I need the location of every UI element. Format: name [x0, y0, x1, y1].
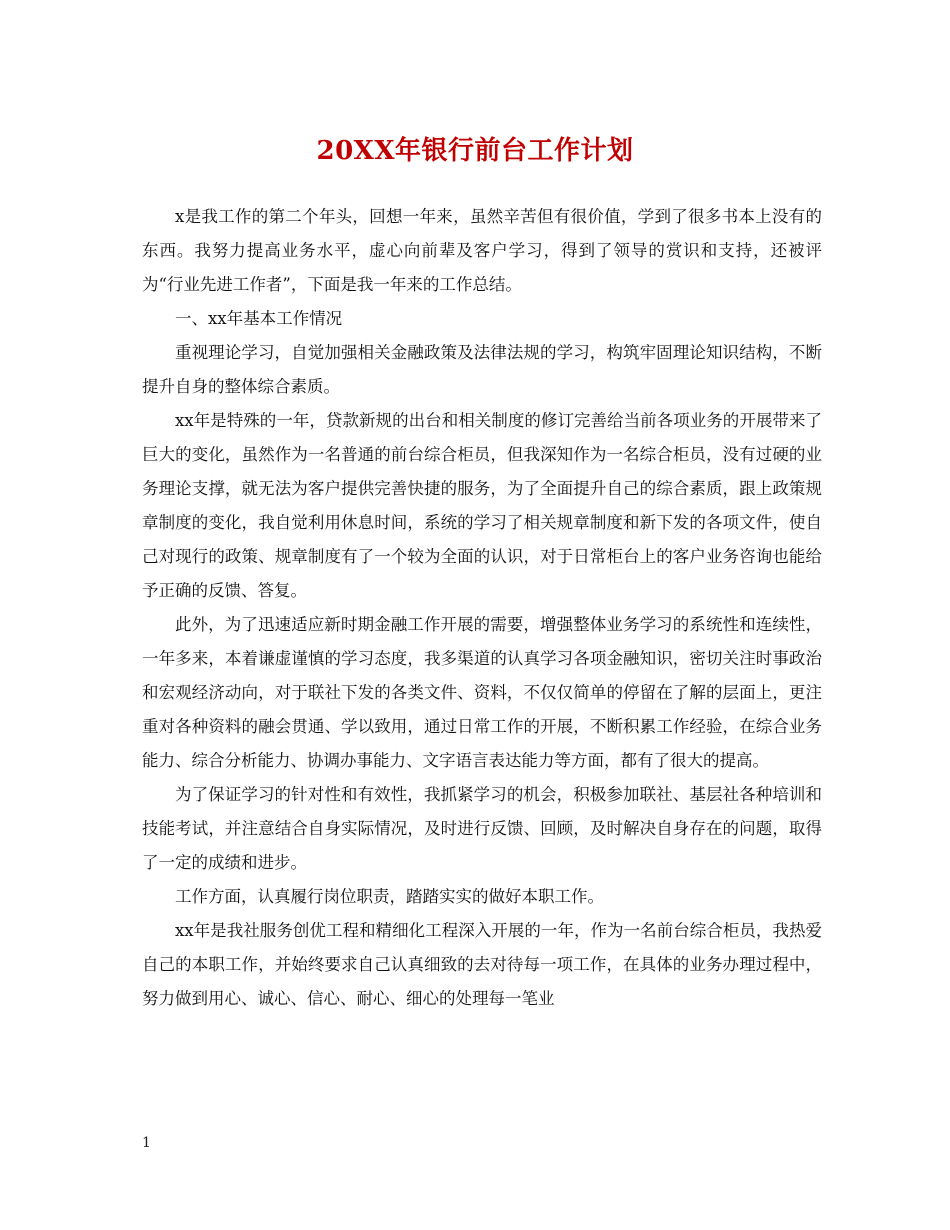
paragraph-intro: x是我工作的第二个年头，回想一年来，虽然辛苦但有很价值，学到了很多书本上没有的东西。我努力提高业务水平，虚心向前辈及客户学习，得到了领导的赏识和支持，还被评为“行业先进工作者”，下面是我一年来的工作总结。 [142, 207, 822, 294]
paragraph: 此外，为了迅速适应新时期金融工作开展的需要，增强整体业务学习的系统性和连续性，一年多来，本着谦虚谨慎的学习态度，我多渠道的认真学习各项金融知识，密切关注时事政治和宏观经济动向，对于联社下发的各类文件、资料，不仅仅简单的停留在了解的层面上，更注重对各种资料的融会贯通、学以致用，通过日常工作的开展，不断积累工作经验，在综合业务能力、综合分析能力、协调办事能力、文字语言表达能力等方面，都有了很大的提高。 [142, 615, 822, 770]
paragraph: xx年是我社服务创优工程和精细化工程深入开展的一年，作为一名前台综合柜员，我热爱自己的本职工作，并始终要求自己认真细致的去对待每一项工作，在具体的业务办理过程中，努力做到用心、诚心、信心、耐心、细心的处理每一笔业 [142, 921, 822, 1008]
document-body [142, 200, 822, 1016]
section-heading: 一、xx年基本工作情况 [175, 309, 343, 328]
paragraph: 工作方面，认真履行岗位职责，踏踏实实的做好本职工作。 [175, 887, 604, 906]
paragraph: 重视理论学习，自觉加强相关金融政策及法律法规的学习，构筑牢固理论知识结构，不断提升自身的整体综合素质。 [142, 343, 822, 396]
paragraph: xx年是特殊的一年，贷款新规的出台和相关制度的修订完善给当前各项业务的开展带来了巨大的变化，虽然作为一名普通的前台综合柜员，但我深知作为一名综合柜员，没有过硬的业务理论支撑，就无法为客户提供完善快捷的服务，为了全面提升自己的综合素质，跟上政策规章制度的变化，我自觉利用休息时间，系统的学习了相关规章制度和新下发的各项文件，使自己对现行的政策、规章制度有了一个较为全面的认识，对于日常柜台上的客户业务咨询也能给予正确的反馈、答复。 [142, 411, 822, 600]
page-number: 1 [142, 1135, 151, 1151]
paragraph: 为了保证学习的针对性和有效性，我抓紧学习的机会，积极参加联社、基层社各种培训和技能考试，并注意结合自身实际情况，及时进行反馈、回顾，及时解决自身存在的问题，取得了一定的成绩和进步。 [142, 785, 822, 872]
document-title: 20XX年银行前台工作计划 [316, 136, 634, 166]
